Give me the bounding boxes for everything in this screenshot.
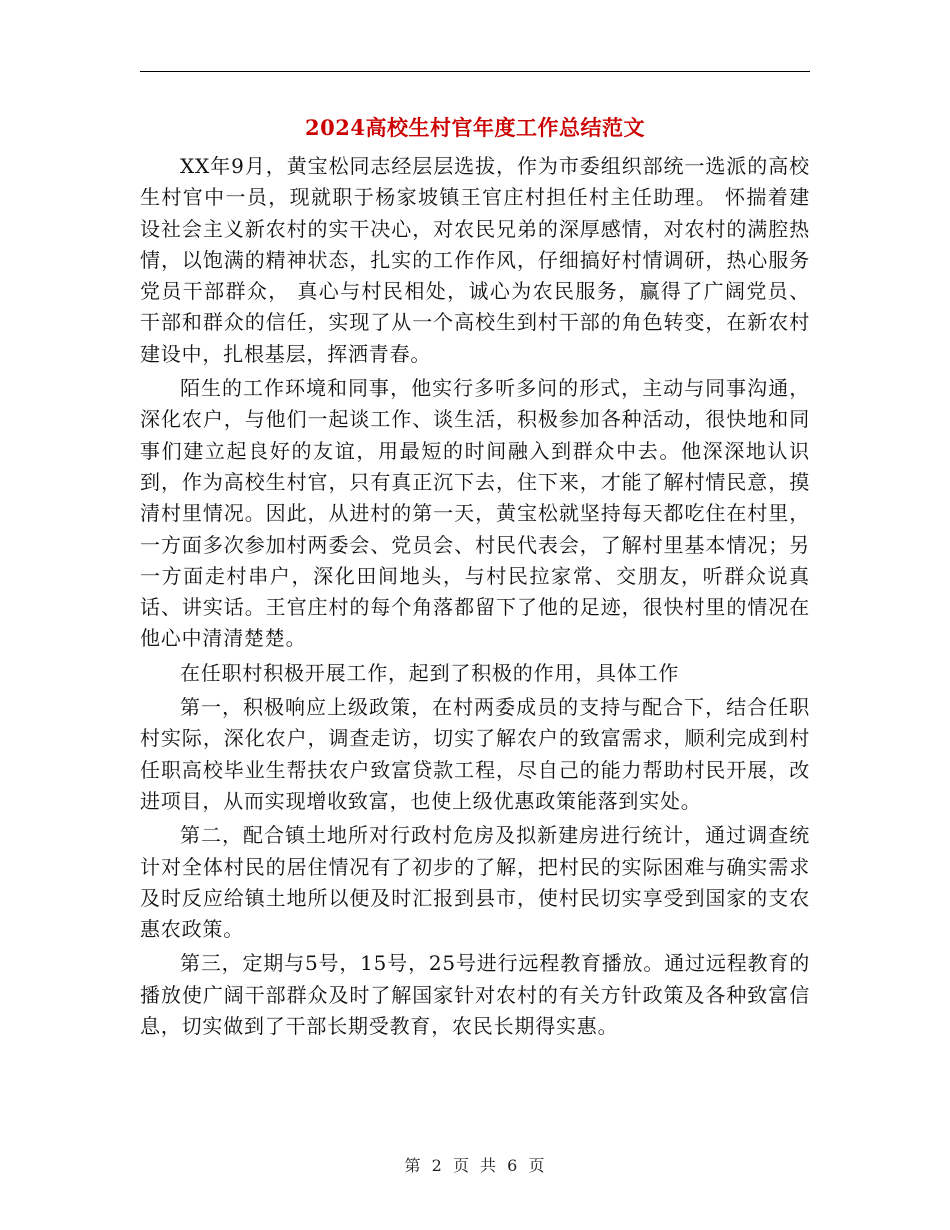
footer-page-word: 页	[452, 1156, 470, 1175]
document-body	[140, 151, 810, 1045]
paragraph-4: 第一，积极响应上级政策，在村两委成员的支持与配合下，结合任职村实际，深化农户，调查走访，切实了解农户的致富需求，顺利完成到村任职高校毕业生帮扶农户致富贷款工程，尽自己的能力帮助村民开展，改进项目，从而实现增收致富，也使上级优惠政策能落到实处。	[140, 695, 810, 813]
footer-current-page: 2	[431, 1156, 443, 1175]
footer-total-pages: 6	[507, 1156, 519, 1175]
footer-total-prefix: 共	[480, 1156, 498, 1175]
document-title: 2024高校生村官年度工作总结范文	[305, 115, 645, 140]
footer-page-prefix: 第	[404, 1156, 422, 1175]
page-footer	[0, 1153, 950, 1176]
paragraph-3: 在任职村积极开展工作，起到了积极的作用，具体工作	[180, 660, 680, 685]
paragraph-2: 陌生的工作环境和同事，他实行多听多问的形式，主动与同事沟通，深化农户，与他们一起谈工作、谈生活，积极参加各种活动，很快地和同事们建立起良好的友谊，用最短的时间融入到群众中去。他深深地认识到，作为高校生村官，只有真正沉下去，住下来，才能了解村情民意，摸清村里情况。因此，从进村的第一天，黄宝松就坚持每天都吃住在村里，一方面多次参加村两委会、党员会、村民代表会，了解村里基本情况；另一方面走村串户，深化田间地头，与村民拉家常、交朋友，听群众说真话、讲实话。王官庄村的每个角落都留下了他的足迹，很快村里的情况在他心中清清楚楚。	[140, 376, 810, 651]
footer-total-suffix: 页	[528, 1156, 546, 1175]
paragraph-5: 第二，配合镇土地所对行政村危房及拟新建房进行统计，通过调查统计对全体村民的居住情况有了初步的了解，把村民的实际困难与确实需求及时反应给镇土地所以便及时汇报到县市，使村民切实享受到国家的支农惠农政策。	[140, 823, 810, 942]
paragraph-1: XX年9月，黄宝松同志经层层选拔，作为市委组织部统一选派的高校生村官中一员，现就职于杨家坡镇王官庄村担任村主任助理。 怀揣着建设社会主义新农村的实干决心，对农民兄弟的深厚感情，对农村的满腔热情，以饱满的精神状态，扎实的工作作风，仔细搞好村情调研，热心服务党员干部群众， 真心与村民相处，诚心为农民服务，赢得了广阔党员、干部和群众的信任，实现了从一个高校生到村干部的角色转变，在新农村建设中，扎根基层，挥洒青春。	[140, 154, 810, 366]
header-rule	[140, 71, 810, 72]
paragraph-6: 第三，定期与5号，15号，25号进行远程教育播放。通过远程教育的播放使广阔干部群众及时了解国家针对农村的有关方针政策及各种致富信息，切实做到了干部长期受教育，农民长期得实惠。	[140, 951, 810, 1039]
